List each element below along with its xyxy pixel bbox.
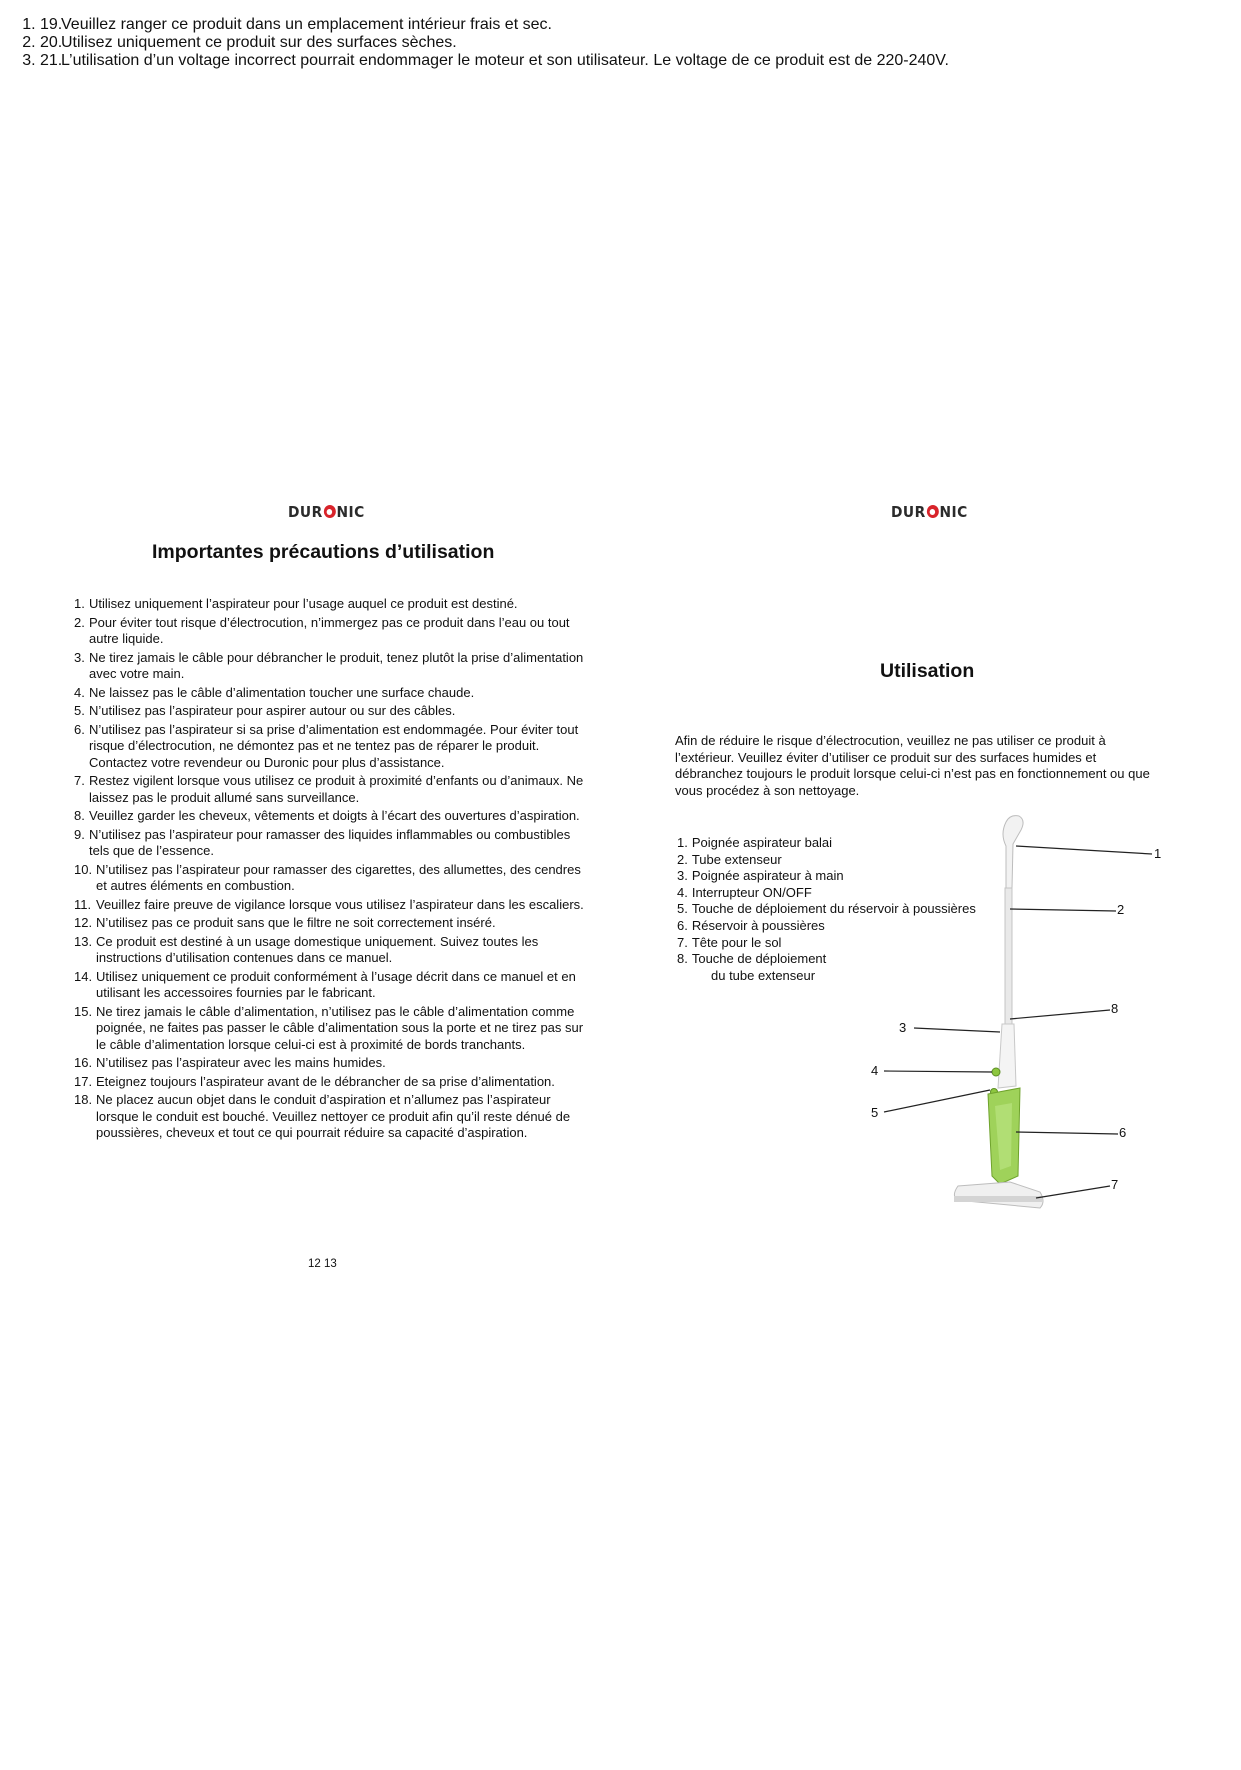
part-item-text: Poignée aspirateur à main — [691, 868, 844, 884]
duronic-logo: DUR NIC — [891, 503, 968, 521]
precaution-item-text: Ne tirez jamais le câble d’alimentation, n’utilisez pas le câble d’alimentation comme poignée, ne faites pas passer le câble d’alimentation sous la porte et ne tirez pas sur le câble d’alimentation lorsque celui-ci est à proximité de bords tranchants. — [96, 1003, 584, 1052]
floor-head — [954, 1182, 1043, 1208]
precaution-item-text: N’utilisez pas l’aspirateur avec les mains humides. — [96, 1055, 386, 1070]
precaution-item-text: Ce produit est destiné à un usage domestique uniquement. Suivez toutes les instructions d’utilisation contenues dans ce manuel. — [96, 933, 539, 965]
precaution-item-number: 5. — [74, 703, 85, 718]
precaution-item-text: Utilisez uniquement ce produit conformément à l’usage décrit dans ce manuel et en utilisant les accessoires fournies par le fabricant. — [96, 968, 576, 1000]
part-item-text: Tête pour le sol — [691, 934, 782, 950]
precaution-item-text: N’utilisez pas l’aspirateur pour ramasser des cigarettes, des allumettes, des cendres et autres éléments en combustion. — [96, 861, 581, 893]
hand-unit-handle — [998, 1024, 1016, 1088]
part-item-number: 5. — [677, 901, 688, 917]
callout-4: 4 — [871, 1063, 879, 1078]
part-item-text: Interrupteur ON/OFF — [691, 884, 812, 900]
precaution-item-number: 4. — [74, 684, 85, 700]
precaution-item-number: 17. — [74, 1073, 93, 1089]
precaution-item-number: 16. — [74, 1055, 93, 1070]
callout-6: 6 — [1119, 1125, 1127, 1140]
precaution-item-number: 18. — [74, 1092, 93, 1107]
precaution-item-text: Ne tirez jamais le câble pour débrancher le produit, tenez plutôt la prise d’alimentation avec votre main. — [89, 649, 584, 681]
duronic-logo: DUR NIC — [288, 503, 365, 521]
precaution-item-text: Eteignez toujours l’aspirateur avant de le débrancher de sa prise d’alimentation. — [96, 1073, 555, 1089]
precaution-item-number: 8. — [74, 808, 85, 823]
callout-line-7 — [1036, 1186, 1110, 1198]
precaution-item-text: Veuillez ranger ce produit dans un emplacement intérieur frais et sec. — [61, 16, 552, 33]
part-item-number: 1. — [677, 835, 688, 850]
precaution-item-number: 11. — [74, 896, 92, 912]
precaution-item-number: 6. — [74, 721, 85, 737]
section-title: Utilisation — [880, 660, 975, 682]
precaution-item-number: 1. 19. — [40, 16, 63, 33]
precaution-item-number: 3. — [74, 649, 85, 665]
precaution-item-number: 13. — [74, 933, 93, 949]
precaution-item-number: 3. 21. — [40, 52, 63, 69]
page-numbers: 12 13 — [308, 1258, 337, 1270]
precaution-item-text: Pour éviter tout risque d’électrocution, n’immergez pas ce produit dans l’eau ou tout autre liquide. — [89, 614, 570, 646]
precaution-item-text: Ne laissez pas le câble d’alimentation toucher une surface chaude. — [89, 684, 475, 700]
precaution-item-text: N’utilisez pas ce produit sans que le filtre ne soit correctement inséré. — [96, 915, 496, 930]
callout-line-4 — [884, 1071, 992, 1072]
precaution-item-text: Veuillez faire preuve de vigilance lorsque vous utilisez l’aspirateur dans les escaliers. — [96, 896, 584, 912]
part-item-text: Touche de déploiement du réservoir à poussières — [691, 901, 976, 917]
broom-handle — [1003, 816, 1023, 888]
precaution-item-number: 14. — [74, 968, 93, 984]
precaution-item-number: 1. — [74, 596, 85, 611]
part-item-text: Poignée aspirateur balai — [691, 835, 833, 850]
callout-line-5 — [884, 1090, 990, 1112]
part-item-number: 3. — [677, 868, 688, 884]
callout-line-1 — [1016, 846, 1152, 854]
power-button — [992, 1068, 1000, 1076]
callout-8: 8 — [1111, 1001, 1119, 1016]
safety-paragraph: Afin de réduire le risque d’électrocution, veuillez ne pas utiliser ce produit à l’extérieur. Veuillez éviter d’utiliser ce produit sur des surfaces humides et débranchez toujours le produit lorsque celui-ci n’est pas en fonctionnement ou que vous procédez à son nettoyage. — [675, 733, 1150, 798]
part-item-number: 7. — [677, 934, 688, 950]
callout-7: 7 — [1111, 1177, 1119, 1192]
precaution-item-number: 10. — [74, 861, 93, 877]
vacuum-diagram — [0, 16, 1241, 1770]
precaution-item-text: Utilisez uniquement l’aspirateur pour l’usage auquel ce produit est destiné. — [89, 596, 518, 611]
part-item-number: 2. — [677, 851, 688, 867]
precaution-item-text: Veuillez garder les cheveux, vêtements et doigts à l’écart des ouvertures d’aspiration. — [89, 808, 580, 823]
callout-line-6 — [1016, 1132, 1118, 1134]
precaution-item-text: N’utilisez pas l’aspirateur pour aspirer autour ou sur des câbles. — [89, 703, 456, 718]
precaution-item-text: Utilisez uniquement ce produit sur des surfaces sèches. — [61, 34, 457, 51]
callout-5: 5 — [871, 1105, 879, 1120]
callout-line-2 — [1010, 909, 1116, 911]
part-item-text: du tube extenseur — [711, 967, 816, 983]
part-item-number: 8. — [677, 951, 688, 967]
precaution-item-text: L’utilisation d’un voltage incorrect pourrait endommager le moteur et son utilisateur. Le voltage de ce produit est de 220-240V. — [61, 52, 949, 69]
part-item-text: Touche de déploiement — [691, 951, 827, 967]
part-item-text: Réservoir à poussières — [691, 917, 825, 933]
callout-3: 3 — [899, 1020, 907, 1035]
precaution-item-number: 2. — [74, 614, 85, 630]
callout-line-8 — [1010, 1010, 1110, 1019]
callout-line-3 — [914, 1028, 1000, 1032]
precaution-item-number: 15. — [74, 1003, 93, 1019]
part-item-text: Tube extenseur — [691, 851, 782, 867]
callout-2: 2 — [1117, 902, 1125, 917]
part-item-number: 6. — [677, 917, 688, 933]
precaution-item-text: Restez vigilent lorsque vous utilisez ce produit à proximité d’enfants ou d’animaux. Ne laissez pas le produit allumé sans surveillance. — [89, 773, 584, 805]
precaution-item-text: N’utilisez pas l’aspirateur si sa prise d’alimentation est endommagée. Pour éviter tout risque d’électrocution, ne démontez pas et ne tentez pas de réparer le produit. Contactez votre revendeur ou Duronic pour plus d’assistance. — [89, 721, 579, 770]
precaution-item-number: 9. — [74, 826, 85, 842]
precaution-item-number: 12. — [74, 915, 93, 930]
precaution-item-number: 2. 20. — [40, 34, 63, 51]
precaution-item-text: N’utilisez pas l’aspirateur pour ramasser des liquides inflammables ou combustibles tels que de l’essence. — [89, 826, 571, 858]
part-item-number: 4. — [677, 884, 688, 900]
precaution-item-text: Ne placez aucun objet dans le conduit d’aspiration et n’allumez pas l’aspirateur lorsque le conduit est bouché. Veuillez nettoyer ce produit afin qu’il reste dénué de poussières, cheveux et tout ce qui pourrait réduire sa capacité d’aspiration. — [96, 1092, 571, 1140]
precaution-item-number: 7. — [74, 773, 85, 788]
page-title: Importantes précautions d’utilisation — [152, 541, 495, 563]
callout-1: 1 — [1154, 846, 1162, 861]
